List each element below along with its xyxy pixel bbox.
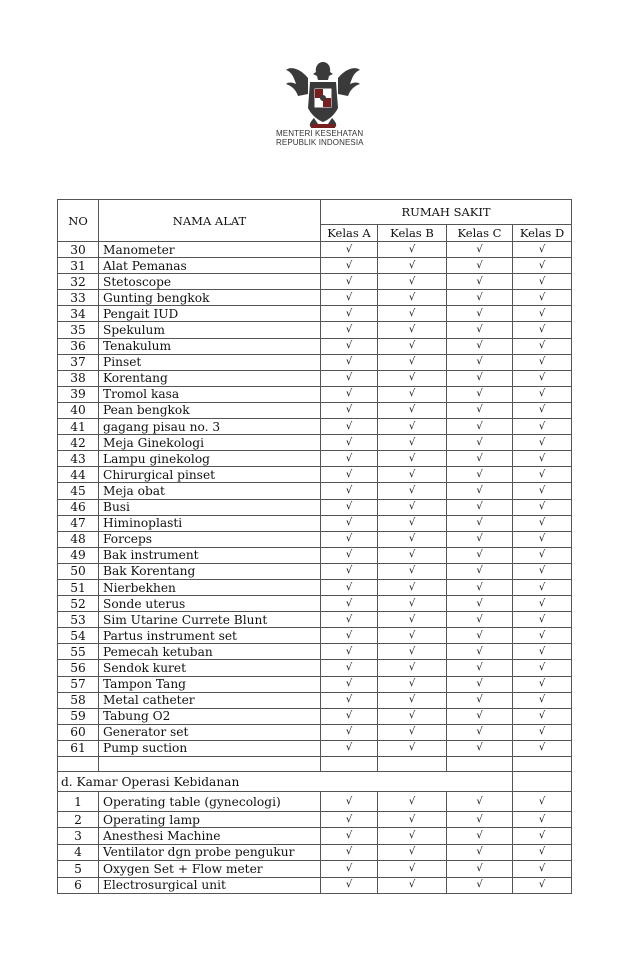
check-mark-kelas-d: √ (513, 370, 572, 386)
row-number: 50 (58, 563, 99, 579)
check-mark-kelas-b: √ (378, 692, 447, 708)
equipment-name: Himinoplasti (99, 515, 321, 531)
check-mark-kelas-b: √ (378, 612, 447, 628)
check-mark-kelas-a: √ (321, 386, 378, 402)
check-mark-kelas-b: √ (378, 676, 447, 692)
equipment-name: Bak instrument (99, 547, 321, 563)
ministry-logo-text (276, 129, 376, 147)
check-mark-kelas-b: √ (378, 499, 447, 515)
check-mark-kelas-c: √ (447, 370, 513, 386)
table-row (58, 724, 572, 740)
row-number: 44 (58, 467, 99, 483)
table-row (58, 844, 572, 860)
row-number: 60 (58, 724, 99, 740)
check-mark-kelas-b: √ (378, 708, 447, 724)
equipment-name: Partus instrument set (99, 628, 321, 644)
logo-line-1: MENTERI KESEHATAN (276, 129, 364, 138)
row-number: 2 (58, 812, 99, 828)
table-row (58, 290, 572, 306)
table-row (58, 483, 572, 499)
check-mark-kelas-a: √ (321, 515, 378, 531)
check-mark-kelas-d: √ (513, 792, 572, 812)
row-number: 52 (58, 596, 99, 612)
check-mark-kelas-d: √ (513, 322, 572, 338)
table-row (58, 828, 572, 844)
check-mark-kelas-b: √ (378, 628, 447, 644)
check-mark-kelas-a: √ (321, 877, 378, 893)
check-mark-kelas-b: √ (378, 467, 447, 483)
row-number: 41 (58, 419, 99, 435)
check-mark-kelas-c: √ (447, 547, 513, 563)
row-number: 3 (58, 828, 99, 844)
check-mark-kelas-a: √ (321, 451, 378, 467)
check-mark-kelas-d: √ (513, 708, 572, 724)
check-mark-kelas-a: √ (321, 596, 378, 612)
check-mark-kelas-b: √ (378, 531, 447, 547)
equipment-name: Tampon Tang (99, 676, 321, 692)
check-mark-kelas-a: √ (321, 499, 378, 515)
table-row (58, 386, 572, 402)
check-mark-kelas-b: √ (378, 451, 447, 467)
check-mark-kelas-c: √ (447, 338, 513, 354)
check-mark-kelas-a: √ (321, 354, 378, 370)
table-row (58, 676, 572, 692)
table-row (58, 402, 572, 418)
check-mark-kelas-d: √ (513, 692, 572, 708)
row-number: 36 (58, 338, 99, 354)
header-kelas-c: Kelas C (447, 225, 513, 242)
check-mark-kelas-a: √ (321, 274, 378, 290)
check-mark-kelas-a: √ (321, 370, 378, 386)
check-mark-kelas-a: √ (321, 547, 378, 563)
equipment-name: Sendok kuret (99, 660, 321, 676)
row-number: 59 (58, 708, 99, 724)
check-mark-kelas-c: √ (447, 290, 513, 306)
equipment-name: Metal catheter (99, 692, 321, 708)
check-mark-kelas-c: √ (447, 402, 513, 418)
check-mark-kelas-b: √ (378, 322, 447, 338)
check-mark-kelas-c: √ (447, 531, 513, 547)
row-number: 30 (58, 242, 99, 258)
check-mark-kelas-c: √ (447, 515, 513, 531)
check-mark-kelas-c: √ (447, 612, 513, 628)
equipment-table (57, 199, 572, 894)
check-mark-kelas-b: √ (378, 792, 447, 812)
check-mark-kelas-b: √ (378, 290, 447, 306)
equipment-name: Sonde uterus (99, 596, 321, 612)
check-mark-kelas-a: √ (321, 692, 378, 708)
equipment-name: Nierbekhen (99, 579, 321, 595)
check-mark-kelas-a: √ (321, 419, 378, 435)
check-mark-kelas-c: √ (447, 258, 513, 274)
check-mark-kelas-b: √ (378, 828, 447, 844)
check-mark-kelas-d: √ (513, 660, 572, 676)
check-mark-kelas-b: √ (378, 306, 447, 322)
table-row (58, 612, 572, 628)
table-row (58, 877, 572, 893)
check-mark-kelas-d: √ (513, 828, 572, 844)
equipment-name: Forceps (99, 531, 321, 547)
check-mark-kelas-c: √ (447, 861, 513, 877)
check-mark-kelas-a: √ (321, 531, 378, 547)
check-mark-kelas-a: √ (321, 242, 378, 258)
equipment-name: Chirurgical pinset (99, 467, 321, 483)
table-row (58, 274, 572, 290)
equipment-name: Pinset (99, 354, 321, 370)
equipment-name: Anesthesi Machine (99, 828, 321, 844)
check-mark-kelas-b: √ (378, 547, 447, 563)
row-number: 49 (58, 547, 99, 563)
row-number: 39 (58, 386, 99, 402)
check-mark-kelas-c: √ (447, 812, 513, 828)
row-number: 34 (58, 306, 99, 322)
check-mark-kelas-c: √ (447, 792, 513, 812)
check-mark-kelas-b: √ (378, 660, 447, 676)
header-rumah-sakit: RUMAH SAKIT (321, 200, 572, 225)
table-row (58, 660, 572, 676)
check-mark-kelas-b: √ (378, 515, 447, 531)
equipment-name: Tromol kasa (99, 386, 321, 402)
check-mark-kelas-a: √ (321, 708, 378, 724)
check-mark-kelas-c: √ (447, 451, 513, 467)
row-number: 35 (58, 322, 99, 338)
equipment-name: Pengait IUD (99, 306, 321, 322)
check-mark-kelas-d: √ (513, 579, 572, 595)
row-number: 33 (58, 290, 99, 306)
check-mark-kelas-d: √ (513, 402, 572, 418)
check-mark-kelas-b: √ (378, 861, 447, 877)
row-number: 56 (58, 660, 99, 676)
check-mark-kelas-a: √ (321, 322, 378, 338)
row-number: 43 (58, 451, 99, 467)
table-row (58, 467, 572, 483)
row-number: 31 (58, 258, 99, 274)
check-mark-kelas-a: √ (321, 579, 378, 595)
header-nama-alat: NAMA ALAT (99, 200, 321, 242)
check-mark-kelas-c: √ (447, 740, 513, 756)
blank-row (58, 757, 572, 772)
equipment-name: Electrosurgical unit (99, 877, 321, 893)
check-mark-kelas-c: √ (447, 628, 513, 644)
equipment-name: Alat Pemanas (99, 258, 321, 274)
check-mark-kelas-a: √ (321, 306, 378, 322)
row-number: 32 (58, 274, 99, 290)
check-mark-kelas-a: √ (321, 612, 378, 628)
check-mark-kelas-a: √ (321, 844, 378, 860)
check-mark-kelas-c: √ (447, 708, 513, 724)
check-mark-kelas-c: √ (447, 499, 513, 515)
table-row (58, 596, 572, 612)
check-mark-kelas-d: √ (513, 612, 572, 628)
check-mark-kelas-d: √ (513, 435, 572, 451)
check-mark-kelas-b: √ (378, 338, 447, 354)
header-kelas-d: Kelas D (513, 225, 572, 242)
check-mark-kelas-d: √ (513, 258, 572, 274)
check-mark-kelas-c: √ (447, 724, 513, 740)
logo-line-2: REPUBLIK INDONESIA (276, 138, 364, 147)
check-mark-kelas-d: √ (513, 386, 572, 402)
check-mark-kelas-d: √ (513, 547, 572, 563)
check-mark-kelas-c: √ (447, 467, 513, 483)
check-mark-kelas-b: √ (378, 386, 447, 402)
row-number: 48 (58, 531, 99, 547)
check-mark-kelas-a: √ (321, 861, 378, 877)
check-mark-kelas-d: √ (513, 844, 572, 860)
table-row (58, 515, 572, 531)
check-mark-kelas-a: √ (321, 290, 378, 306)
equipment-name: Lampu ginekolog (99, 451, 321, 467)
equipment-name: Manometer (99, 242, 321, 258)
table-row (58, 861, 572, 877)
check-mark-kelas-d: √ (513, 467, 572, 483)
row-number: 37 (58, 354, 99, 370)
check-mark-kelas-a: √ (321, 724, 378, 740)
check-mark-kelas-d: √ (513, 812, 572, 828)
check-mark-kelas-a: √ (321, 740, 378, 756)
section-title: d. Kamar Operasi Kebidanan (58, 772, 513, 792)
check-mark-kelas-c: √ (447, 692, 513, 708)
table-row (58, 242, 572, 258)
row-number: 55 (58, 644, 99, 660)
equipment-name: Tenakulum (99, 338, 321, 354)
check-mark-kelas-b: √ (378, 370, 447, 386)
table-row (58, 258, 572, 274)
check-mark-kelas-c: √ (447, 676, 513, 692)
check-mark-kelas-d: √ (513, 242, 572, 258)
check-mark-kelas-c: √ (447, 483, 513, 499)
section-header-row (58, 772, 572, 792)
check-mark-kelas-a: √ (321, 792, 378, 812)
check-mark-kelas-b: √ (378, 483, 447, 499)
equipment-name: Oxygen Set + Flow meter (99, 861, 321, 877)
table-row (58, 354, 572, 370)
check-mark-kelas-d: √ (513, 338, 572, 354)
equipment-name: Operating lamp (99, 812, 321, 828)
check-mark-kelas-a: √ (321, 563, 378, 579)
equipment-name: gagang pisau no. 3 (99, 419, 321, 435)
header-no: NO (58, 200, 99, 242)
check-mark-kelas-b: √ (378, 844, 447, 860)
table-row (58, 628, 572, 644)
check-mark-kelas-d: √ (513, 596, 572, 612)
check-mark-kelas-a: √ (321, 812, 378, 828)
check-mark-kelas-b: √ (378, 596, 447, 612)
table-row (58, 338, 572, 354)
equipment-name: Stetoscope (99, 274, 321, 290)
row-number: 45 (58, 483, 99, 499)
check-mark-kelas-d: √ (513, 483, 572, 499)
table-row (58, 644, 572, 660)
equipment-name: Bak Korentang (99, 563, 321, 579)
check-mark-kelas-a: √ (321, 628, 378, 644)
equipment-name: Meja Ginekologi (99, 435, 321, 451)
check-mark-kelas-b: √ (378, 274, 447, 290)
check-mark-kelas-c: √ (447, 435, 513, 451)
check-mark-kelas-d: √ (513, 877, 572, 893)
check-mark-kelas-c: √ (447, 877, 513, 893)
check-mark-kelas-d: √ (513, 676, 572, 692)
equipment-name: Busi (99, 499, 321, 515)
table-row (58, 792, 572, 812)
row-number: 61 (58, 740, 99, 756)
check-mark-kelas-b: √ (378, 419, 447, 435)
equipment-name: Generator set (99, 724, 321, 740)
row-number: 1 (58, 792, 99, 812)
equipment-name: Pean bengkok (99, 402, 321, 418)
check-mark-kelas-b: √ (378, 740, 447, 756)
check-mark-kelas-c: √ (447, 644, 513, 660)
table-row (58, 370, 572, 386)
row-number: 6 (58, 877, 99, 893)
check-mark-kelas-c: √ (447, 419, 513, 435)
check-mark-kelas-c: √ (447, 579, 513, 595)
table-row (58, 740, 572, 756)
equipment-name: Pemecah ketuban (99, 644, 321, 660)
check-mark-kelas-d: √ (513, 563, 572, 579)
equipment-name: Operating table (gynecologi) (99, 792, 321, 812)
check-mark-kelas-d: √ (513, 419, 572, 435)
table-row (58, 435, 572, 451)
check-mark-kelas-b: √ (378, 812, 447, 828)
table-row (58, 531, 572, 547)
check-mark-kelas-c: √ (447, 828, 513, 844)
table-row (58, 419, 572, 435)
check-mark-kelas-b: √ (378, 724, 447, 740)
table-row (58, 579, 572, 595)
equipment-name: Spekulum (99, 322, 321, 338)
equipment-name: Ventilator dgn probe pengukur (99, 844, 321, 860)
check-mark-kelas-d: √ (513, 290, 572, 306)
check-mark-kelas-c: √ (447, 844, 513, 860)
check-mark-kelas-d: √ (513, 274, 572, 290)
row-number: 38 (58, 370, 99, 386)
check-mark-kelas-b: √ (378, 258, 447, 274)
equipment-name: Korentang (99, 370, 321, 386)
check-mark-kelas-d: √ (513, 740, 572, 756)
check-mark-kelas-b: √ (378, 563, 447, 579)
check-mark-kelas-b: √ (378, 354, 447, 370)
check-mark-kelas-b: √ (378, 644, 447, 660)
check-mark-kelas-d: √ (513, 644, 572, 660)
row-number: 4 (58, 844, 99, 860)
equipment-name: Meja obat (99, 483, 321, 499)
check-mark-kelas-c: √ (447, 306, 513, 322)
row-number: 47 (58, 515, 99, 531)
table-row (58, 322, 572, 338)
check-mark-kelas-d: √ (513, 306, 572, 322)
table-row (58, 547, 572, 563)
row-number: 42 (58, 435, 99, 451)
table-row (58, 563, 572, 579)
check-mark-kelas-a: √ (321, 660, 378, 676)
check-mark-kelas-a: √ (321, 258, 378, 274)
check-mark-kelas-d: √ (513, 628, 572, 644)
table-row (58, 812, 572, 828)
check-mark-kelas-c: √ (447, 660, 513, 676)
row-number: 57 (58, 676, 99, 692)
check-mark-kelas-c: √ (447, 322, 513, 338)
table-row (58, 451, 572, 467)
equipment-name: Gunting bengkok (99, 290, 321, 306)
table-row (58, 306, 572, 322)
check-mark-kelas-d: √ (513, 724, 572, 740)
row-number: 51 (58, 579, 99, 595)
check-mark-kelas-d: √ (513, 499, 572, 515)
check-mark-kelas-a: √ (321, 828, 378, 844)
check-mark-kelas-c: √ (447, 386, 513, 402)
check-mark-kelas-b: √ (378, 579, 447, 595)
equipment-name: Tabung O2 (99, 708, 321, 724)
check-mark-kelas-a: √ (321, 402, 378, 418)
check-mark-kelas-a: √ (321, 435, 378, 451)
table-row (58, 692, 572, 708)
row-number: 54 (58, 628, 99, 644)
check-mark-kelas-b: √ (378, 435, 447, 451)
check-mark-kelas-d: √ (513, 451, 572, 467)
check-mark-kelas-a: √ (321, 483, 378, 499)
check-mark-kelas-b: √ (378, 402, 447, 418)
row-number: 58 (58, 692, 99, 708)
check-mark-kelas-a: √ (321, 467, 378, 483)
table-row (58, 499, 572, 515)
row-number: 5 (58, 861, 99, 877)
check-mark-kelas-a: √ (321, 338, 378, 354)
check-mark-kelas-d: √ (513, 354, 572, 370)
check-mark-kelas-d: √ (513, 515, 572, 531)
equipment-name: Sim Utarine Currete Blunt (99, 612, 321, 628)
header-kelas-a: Kelas A (321, 225, 378, 242)
check-mark-kelas-a: √ (321, 676, 378, 692)
row-number: 53 (58, 612, 99, 628)
check-mark-kelas-b: √ (378, 242, 447, 258)
check-mark-kelas-c: √ (447, 354, 513, 370)
check-mark-kelas-d: √ (513, 531, 572, 547)
row-number: 40 (58, 402, 99, 418)
check-mark-kelas-c: √ (447, 274, 513, 290)
check-mark-kelas-c: √ (447, 563, 513, 579)
header-kelas-b: Kelas B (378, 225, 447, 242)
check-mark-kelas-c: √ (447, 242, 513, 258)
check-mark-kelas-b: √ (378, 877, 447, 893)
table-row (58, 708, 572, 724)
equipment-name: Pump suction (99, 740, 321, 756)
check-mark-kelas-a: √ (321, 644, 378, 660)
row-number: 46 (58, 499, 99, 515)
check-mark-kelas-c: √ (447, 596, 513, 612)
check-mark-kelas-d: √ (513, 861, 572, 877)
